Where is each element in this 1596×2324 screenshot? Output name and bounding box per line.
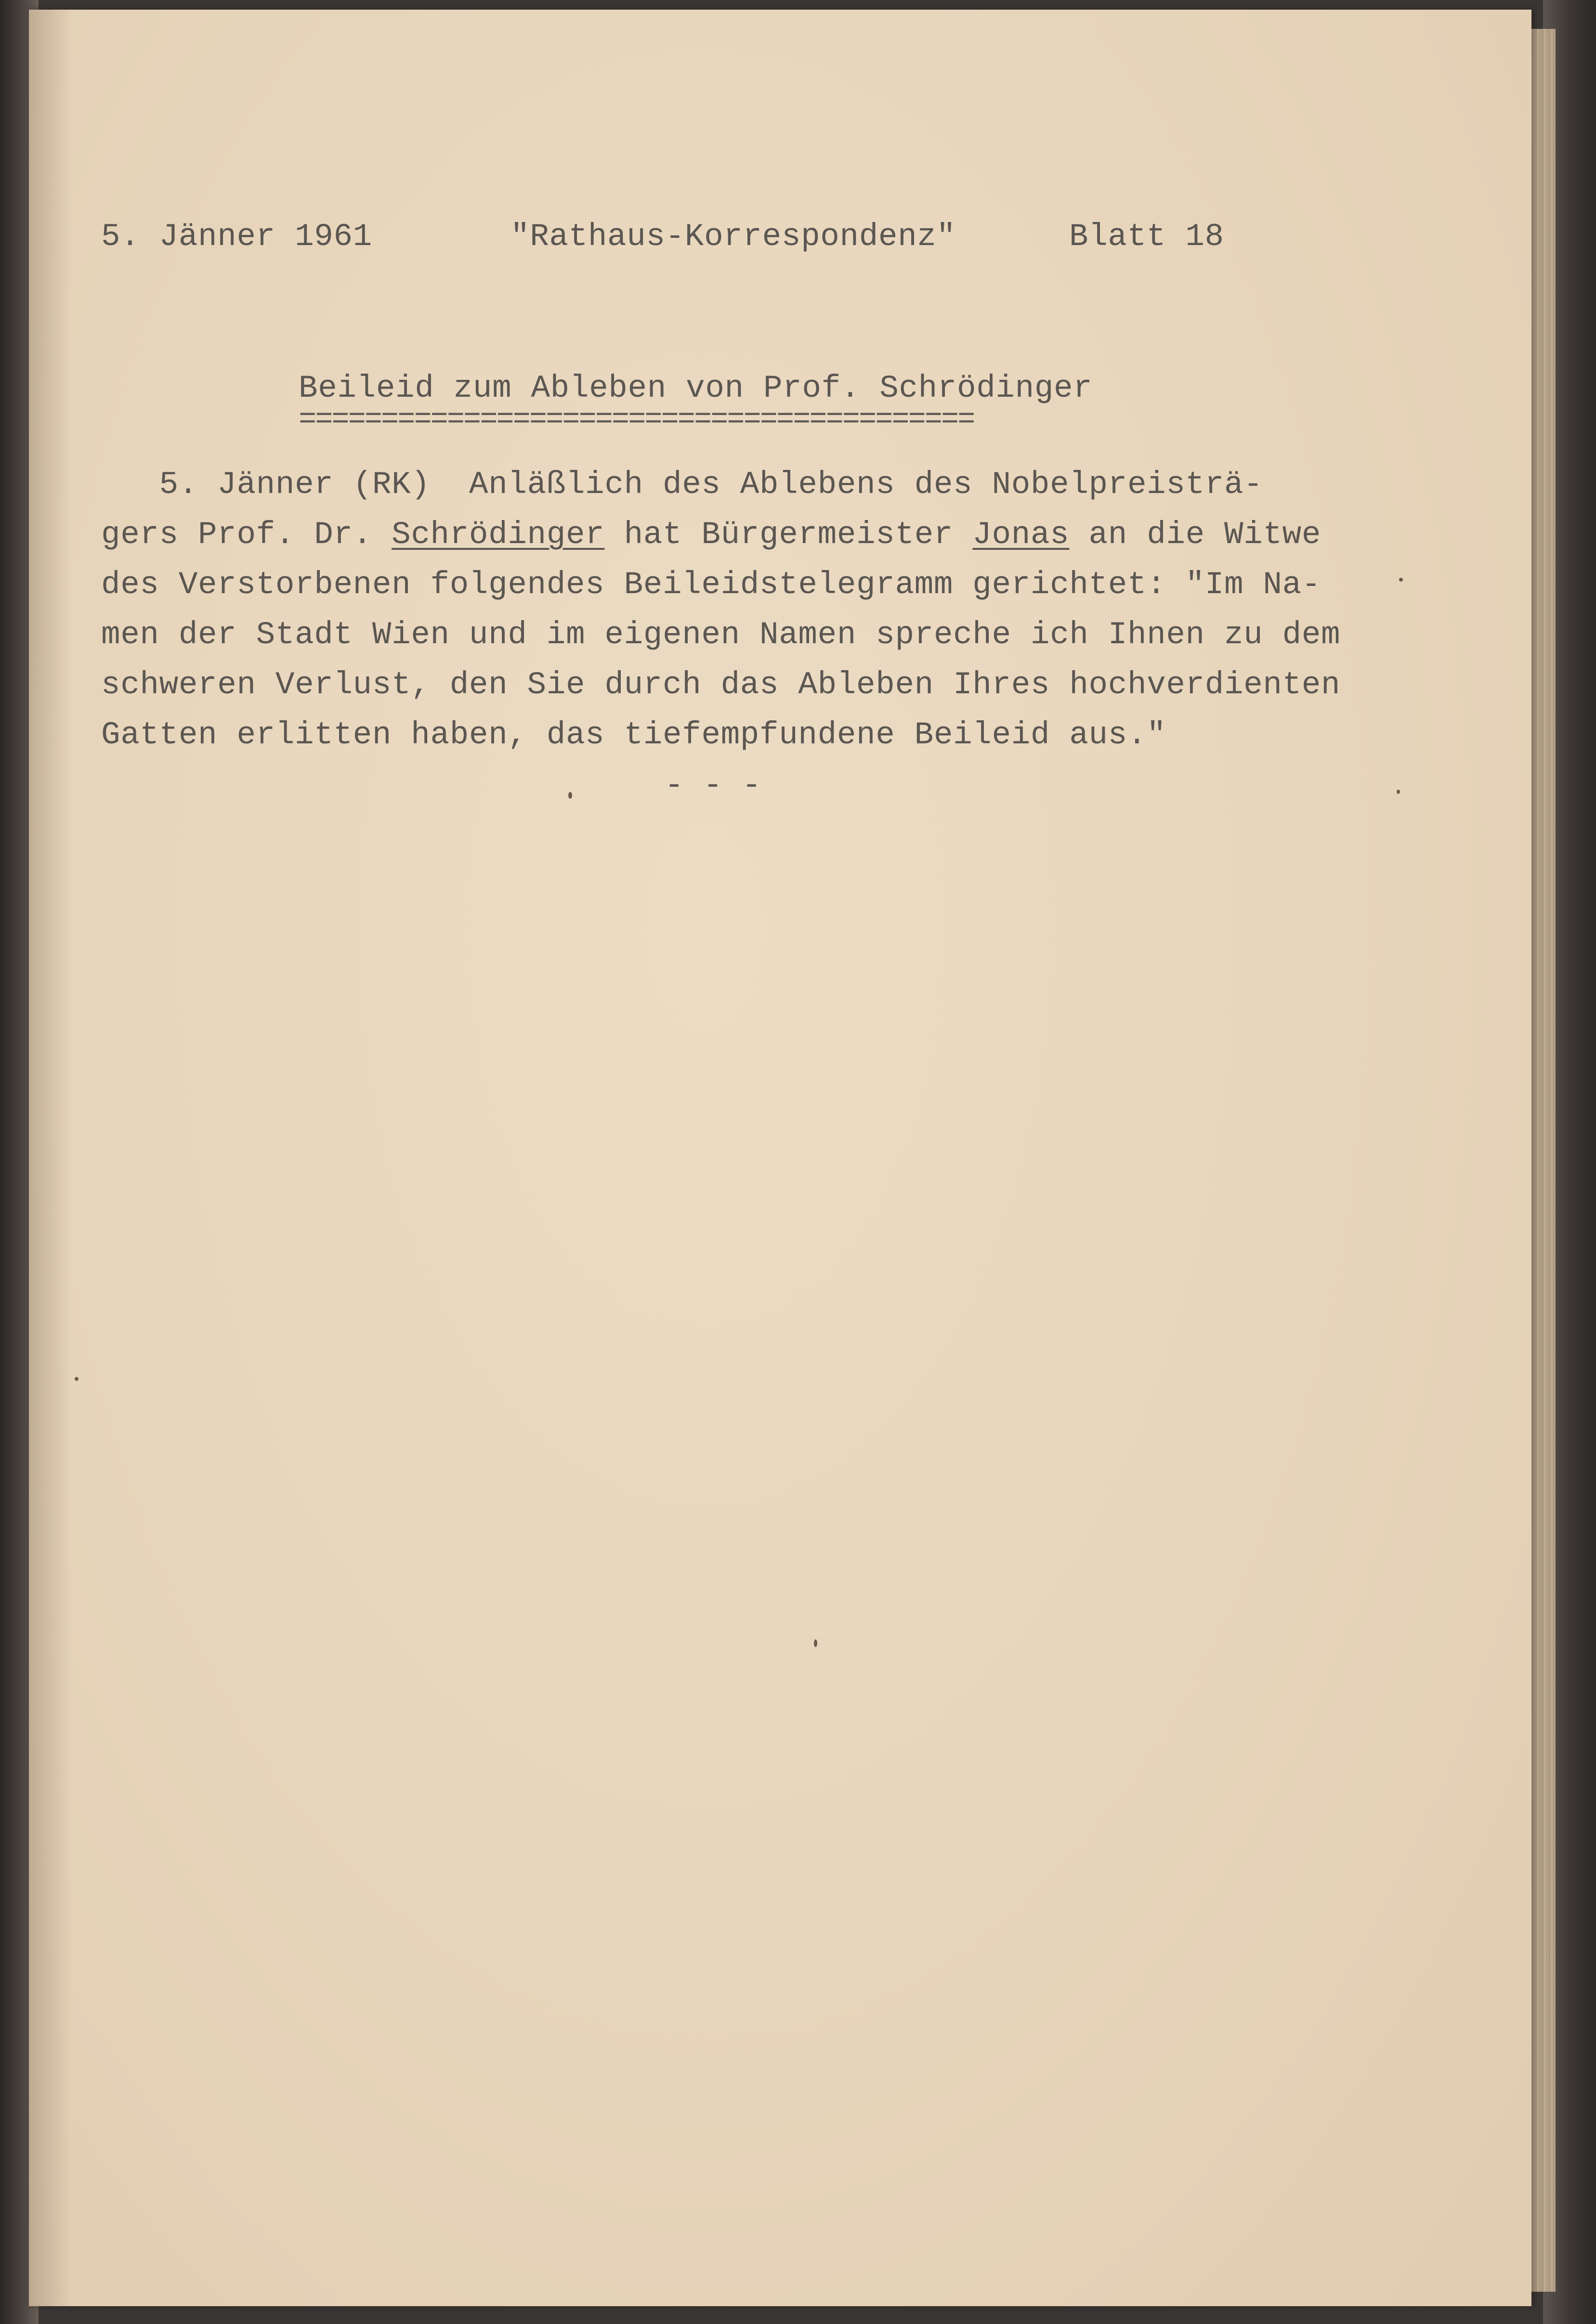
body-line-2: gers Prof. Dr. Schrödinger hat Bürgermeister Jonas an die Witwe: [101, 517, 1321, 553]
header-sheet-number: Blatt 18: [1069, 219, 1224, 255]
header-date: 5. Jänner 1961: [101, 219, 372, 255]
underlined-name-jonas: Jonas: [972, 517, 1070, 553]
header-publication: "Rathaus-Korrespondenz": [510, 219, 956, 255]
body-line-1: 5. Jänner (RK) Anläßlich des Ablebens des Nobelpreisträ-: [101, 467, 1263, 503]
article-end-mark: - - -: [665, 767, 762, 804]
paper-speck: [814, 1639, 817, 1647]
body-line-4: men der Stadt Wien und im eigenen Namen spreche ich Ihnen zu dem: [101, 617, 1341, 653]
binding-gutter-shadow: [29, 10, 72, 2306]
paper-speck: [1399, 578, 1403, 582]
title-double-rule: =========================================: [299, 402, 974, 437]
paper-speck: [75, 1377, 78, 1381]
document-page: [29, 10, 1531, 2306]
article-title: Beileid zum Ableben von Prof. Schrödinger: [299, 370, 1093, 406]
body-line-3: des Verstorbenen folgendes Beileidstelegramm gerichtet: "Im Na-: [101, 567, 1321, 603]
paper-speck: [568, 792, 572, 799]
body-line-6: Gatten erlitten haben, das tiefempfundene Beileid aus.": [101, 717, 1166, 753]
page-header: [101, 212, 1305, 265]
body-line-5: schweren Verlust, den Sie durch das Ableben Ihres hochverdienten: [101, 667, 1341, 703]
underlined-name-schroedinger: Schrödinger: [392, 517, 605, 553]
paper-speck: [1397, 790, 1400, 794]
